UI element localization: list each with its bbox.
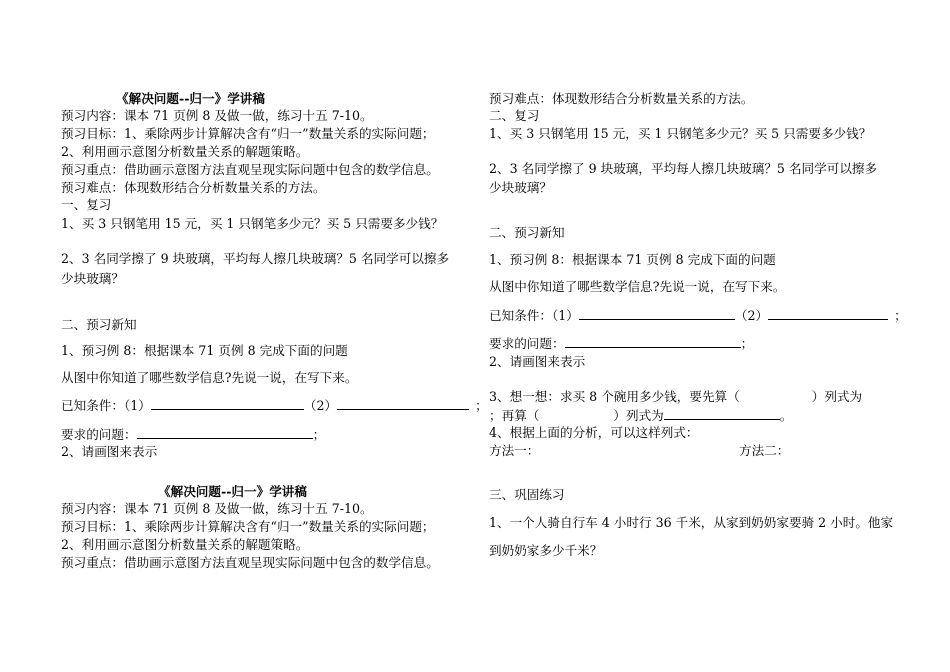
right-known-conditions-end: ； [894, 308, 907, 323]
think-row-2 [489, 407, 792, 424]
review-question-2-line-2: 少块玻璃？ [61, 271, 124, 286]
draw-diagram-prompt: 2、请画图来表示 [61, 444, 158, 459]
right-question-asked-label: 要求的问题： [489, 336, 565, 351]
preview-goal-1-2: 预习目标：1、乘除两步计算解决含有“归一”数量关系的实际问题； [61, 519, 435, 534]
right-question-asked-row [489, 335, 753, 352]
question-asked-blank[interactable] [137, 426, 313, 439]
preview-goal-1: 预习目标：1、乘除两步计算解决含有“归一”数量关系的实际问题； [61, 126, 435, 141]
think-text-b: ）列式为 [811, 389, 863, 404]
question-asked-end: ； [312, 427, 326, 442]
think-text-c: ；再算（ [489, 408, 540, 423]
worksheet-title-2: 《解决问题--归一》学讲稿 [158, 484, 307, 499]
question-asked-label: 要求的问题： [61, 427, 137, 442]
right-review-question-2-line-1: 2、3 名同学擦了 9 块玻璃，平均每人擦几块玻璃？5 名同学可以擦多 [489, 161, 878, 176]
right-new-question-1: 1、预习例 8：根据课本 71 页例 8 完成下面的问题 [489, 252, 776, 267]
right-review-question-2-line-2: 少块玻璃？ [489, 180, 552, 195]
known-conditions-mid: （2） [303, 398, 338, 413]
right-draw-diagram-prompt: 2、请画图来表示 [489, 354, 586, 369]
right-review-question-1: 1、买 3 只钢笔用 15 元，买 1 只钢笔多少元？买 5 只需要多少钱？ [489, 126, 872, 141]
method-two-label: 方法二： [739, 443, 790, 458]
practice-question-1-line-1: 1、一个人骑自行车 4 小时行 36 千米，从家到奶奶家要骑 2 小时。他家 [489, 515, 894, 530]
preview-goal-2-2: 2、利用画示意图分析数量关系的解题策略。 [61, 537, 309, 552]
right-new-question-1-info: 从图中你知道了哪些数学信息?先说一说，在写下来。 [489, 279, 786, 294]
right-new-knowledge-heading: 二、预习新知 [489, 225, 565, 240]
preview-content-2: 预习内容：课本 71 页例 8 及做一做，练习十五 7-10。 [61, 501, 373, 516]
right-question-asked-blank[interactable] [565, 335, 741, 348]
known-conditions-end: ； [475, 398, 488, 413]
think-row-1 [489, 389, 862, 405]
right-review-heading: 二、复习 [489, 108, 540, 123]
think-text-e: 。 [779, 408, 793, 423]
known-condition-2-blank[interactable] [337, 397, 469, 410]
new-knowledge-heading: 二、预习新知 [61, 317, 137, 332]
analysis-prompt: 4、根据上面的分析，可以这样列式： [489, 425, 699, 440]
worksheet-title: 《解决问题--归一》学讲稿 [116, 91, 265, 106]
practice-heading: 三、巩固练习 [489, 487, 565, 502]
new-question-1: 1、预习例 8：根据课本 71 页例 8 完成下面的问题 [61, 343, 348, 358]
think-formula-blank[interactable] [664, 407, 780, 420]
right-preview-difficulty: 预习难点：体现数形结合分析数量关系的方法。 [489, 91, 754, 106]
known-conditions-row [61, 397, 488, 414]
think-text-a: 3、想一想：求买 8 个碗用多少钱，要先算（ [489, 389, 740, 404]
review-question-2-line-1: 2、3 名同学擦了 9 块玻璃，平均每人擦几块玻璃？5 名同学可以擦多 [61, 251, 450, 266]
right-known-condition-2-blank[interactable] [768, 307, 888, 320]
practice-question-1-line-2: 到奶奶家多少千米？ [489, 543, 603, 558]
think-text-d: ）列式为 [613, 408, 664, 423]
known-condition-1-blank[interactable] [151, 397, 304, 410]
preview-content: 预习内容：课本 71 页例 8 及做一做，练习十五 7-10。 [61, 108, 373, 123]
question-asked-row [61, 426, 325, 443]
preview-key-point: 预习重点：借助画示意图方法直观呈现实际问题中包含的数学信息。 [61, 162, 439, 177]
preview-goal-2: 2、利用画示意图分析数量关系的解题策略。 [61, 144, 309, 159]
new-question-1-info: 从图中你知道了哪些数学信息?先说一说，在写下来。 [61, 370, 358, 385]
preview-key-point-2: 预习重点：借助画示意图方法直观呈现实际问题中包含的数学信息。 [61, 555, 439, 570]
review-heading: 一、复习 [61, 197, 112, 212]
right-question-asked-end: ； [740, 336, 754, 351]
preview-difficulty: 预习难点：体现数形结合分析数量关系的方法。 [61, 180, 326, 195]
right-known-condition-1-blank[interactable] [579, 307, 735, 320]
review-question-1: 1、买 3 只钢笔用 15 元，买 1 只钢笔多少元？买 5 只需要多少钱？ [61, 216, 444, 231]
method-one-label: 方法一： [489, 443, 540, 458]
known-conditions-label: 已知条件：（1） [61, 398, 151, 413]
right-known-conditions-row [489, 307, 907, 324]
right-known-conditions-mid: （2） [734, 308, 769, 323]
right-known-conditions-label: 已知条件：（1） [489, 308, 579, 323]
